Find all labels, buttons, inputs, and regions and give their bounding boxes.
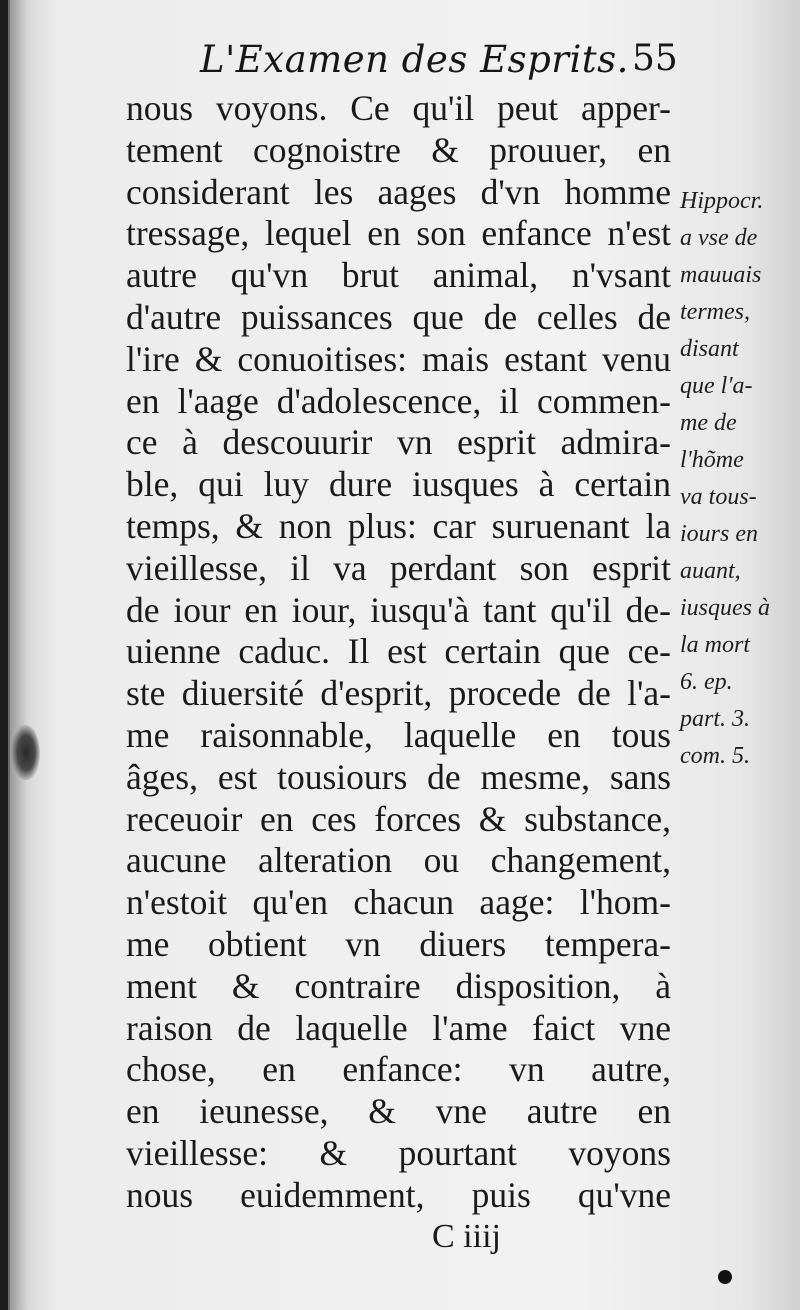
text-line: âges, est tousiours de mesme, sans bbox=[126, 756, 671, 797]
text-line: en l'aage d'adolescence, il commen- bbox=[126, 380, 671, 421]
margin-note-line: a vse de bbox=[680, 225, 758, 251]
text-line: tement cognoistre & prouuer, en bbox=[126, 129, 671, 170]
text-line: nous euidemment, puis qu'vne bbox=[126, 1174, 671, 1215]
text-line: raison de laquelle l'ame faict vne bbox=[126, 1007, 671, 1048]
text-line: considerant les aages d'vn homme bbox=[126, 171, 671, 212]
margin-note-line: que l'a- bbox=[680, 373, 753, 399]
margin-note bbox=[680, 183, 800, 775]
text-line: uienne caduc. Il est certain que ce- bbox=[126, 631, 671, 672]
text-line: n'estoit qu'en chacun aage: l'hom- bbox=[126, 882, 671, 923]
text-line: en ieunesse, & vne autre en bbox=[126, 1091, 671, 1132]
text-line: ste diuersité d'esprit, procede de l'a- bbox=[126, 673, 671, 714]
page-number: 55 bbox=[632, 38, 678, 79]
margin-note-line: 6. ep. bbox=[680, 669, 733, 695]
text-line: ble, qui luy dure iusques à certain bbox=[126, 464, 671, 505]
signature-mark: C iiij bbox=[432, 1218, 501, 1255]
text-line: receuoir en ces forces & substance, bbox=[126, 798, 671, 839]
margin-note-line: auant, bbox=[680, 558, 741, 584]
text-line: d'autre puissances que de celles de bbox=[126, 296, 671, 337]
text-line: vieillesse, il va perdant son esprit bbox=[126, 547, 671, 588]
text-line: chose, en enfance: vn autre, bbox=[126, 1049, 671, 1090]
text-line: temps, & non plus: car suruenant la bbox=[126, 505, 671, 546]
text-line: me raisonnable, laquelle en tous bbox=[126, 714, 671, 755]
running-title: L'Examen des Esprits. bbox=[200, 38, 629, 81]
ink-dot bbox=[718, 1270, 732, 1284]
text-line: tressage, lequel en son enfance n'est bbox=[126, 213, 671, 254]
margin-note-line: termes, bbox=[680, 299, 750, 325]
text-line: autre qu'vn brut animal, n'vsant bbox=[126, 255, 671, 296]
margin-note-line: disant bbox=[680, 336, 739, 362]
margin-note-line: com. 5. bbox=[680, 743, 750, 769]
text-line: ment & contraire disposition, à bbox=[126, 965, 671, 1006]
text-line: vieillesse: & pourtant voyons bbox=[126, 1132, 671, 1173]
margin-note-line: la mort bbox=[680, 632, 751, 658]
book-page bbox=[8, 0, 800, 1310]
body-text bbox=[126, 88, 671, 1217]
margin-note-line: iusques à bbox=[680, 595, 770, 621]
text-line: ce à descouurir vn esprit admira- bbox=[126, 422, 671, 463]
text-line: l'ire & conuoitises: mais estant venu bbox=[126, 338, 671, 379]
text-line: de iour en iour, iusqu'à tant qu'il de- bbox=[126, 589, 671, 630]
margin-note-line: mauuais bbox=[680, 262, 762, 288]
margin-note-line: va tous- bbox=[680, 484, 757, 510]
text-line: aucune alteration ou changement, bbox=[126, 840, 671, 881]
margin-note-line: Hippocr. bbox=[680, 188, 764, 214]
margin-note-line: iours en bbox=[680, 521, 758, 547]
margin-note-line: part. 3. bbox=[680, 706, 751, 732]
margin-note-line: me de bbox=[680, 410, 737, 436]
page-header bbox=[200, 38, 680, 88]
margin-note-line: l'hõme bbox=[680, 447, 744, 473]
text-line: nous voyons. Ce qu'il peut apper- bbox=[126, 88, 671, 128]
text-line: me obtient vn diuers tempera- bbox=[126, 923, 671, 964]
ink-stain bbox=[12, 725, 40, 780]
